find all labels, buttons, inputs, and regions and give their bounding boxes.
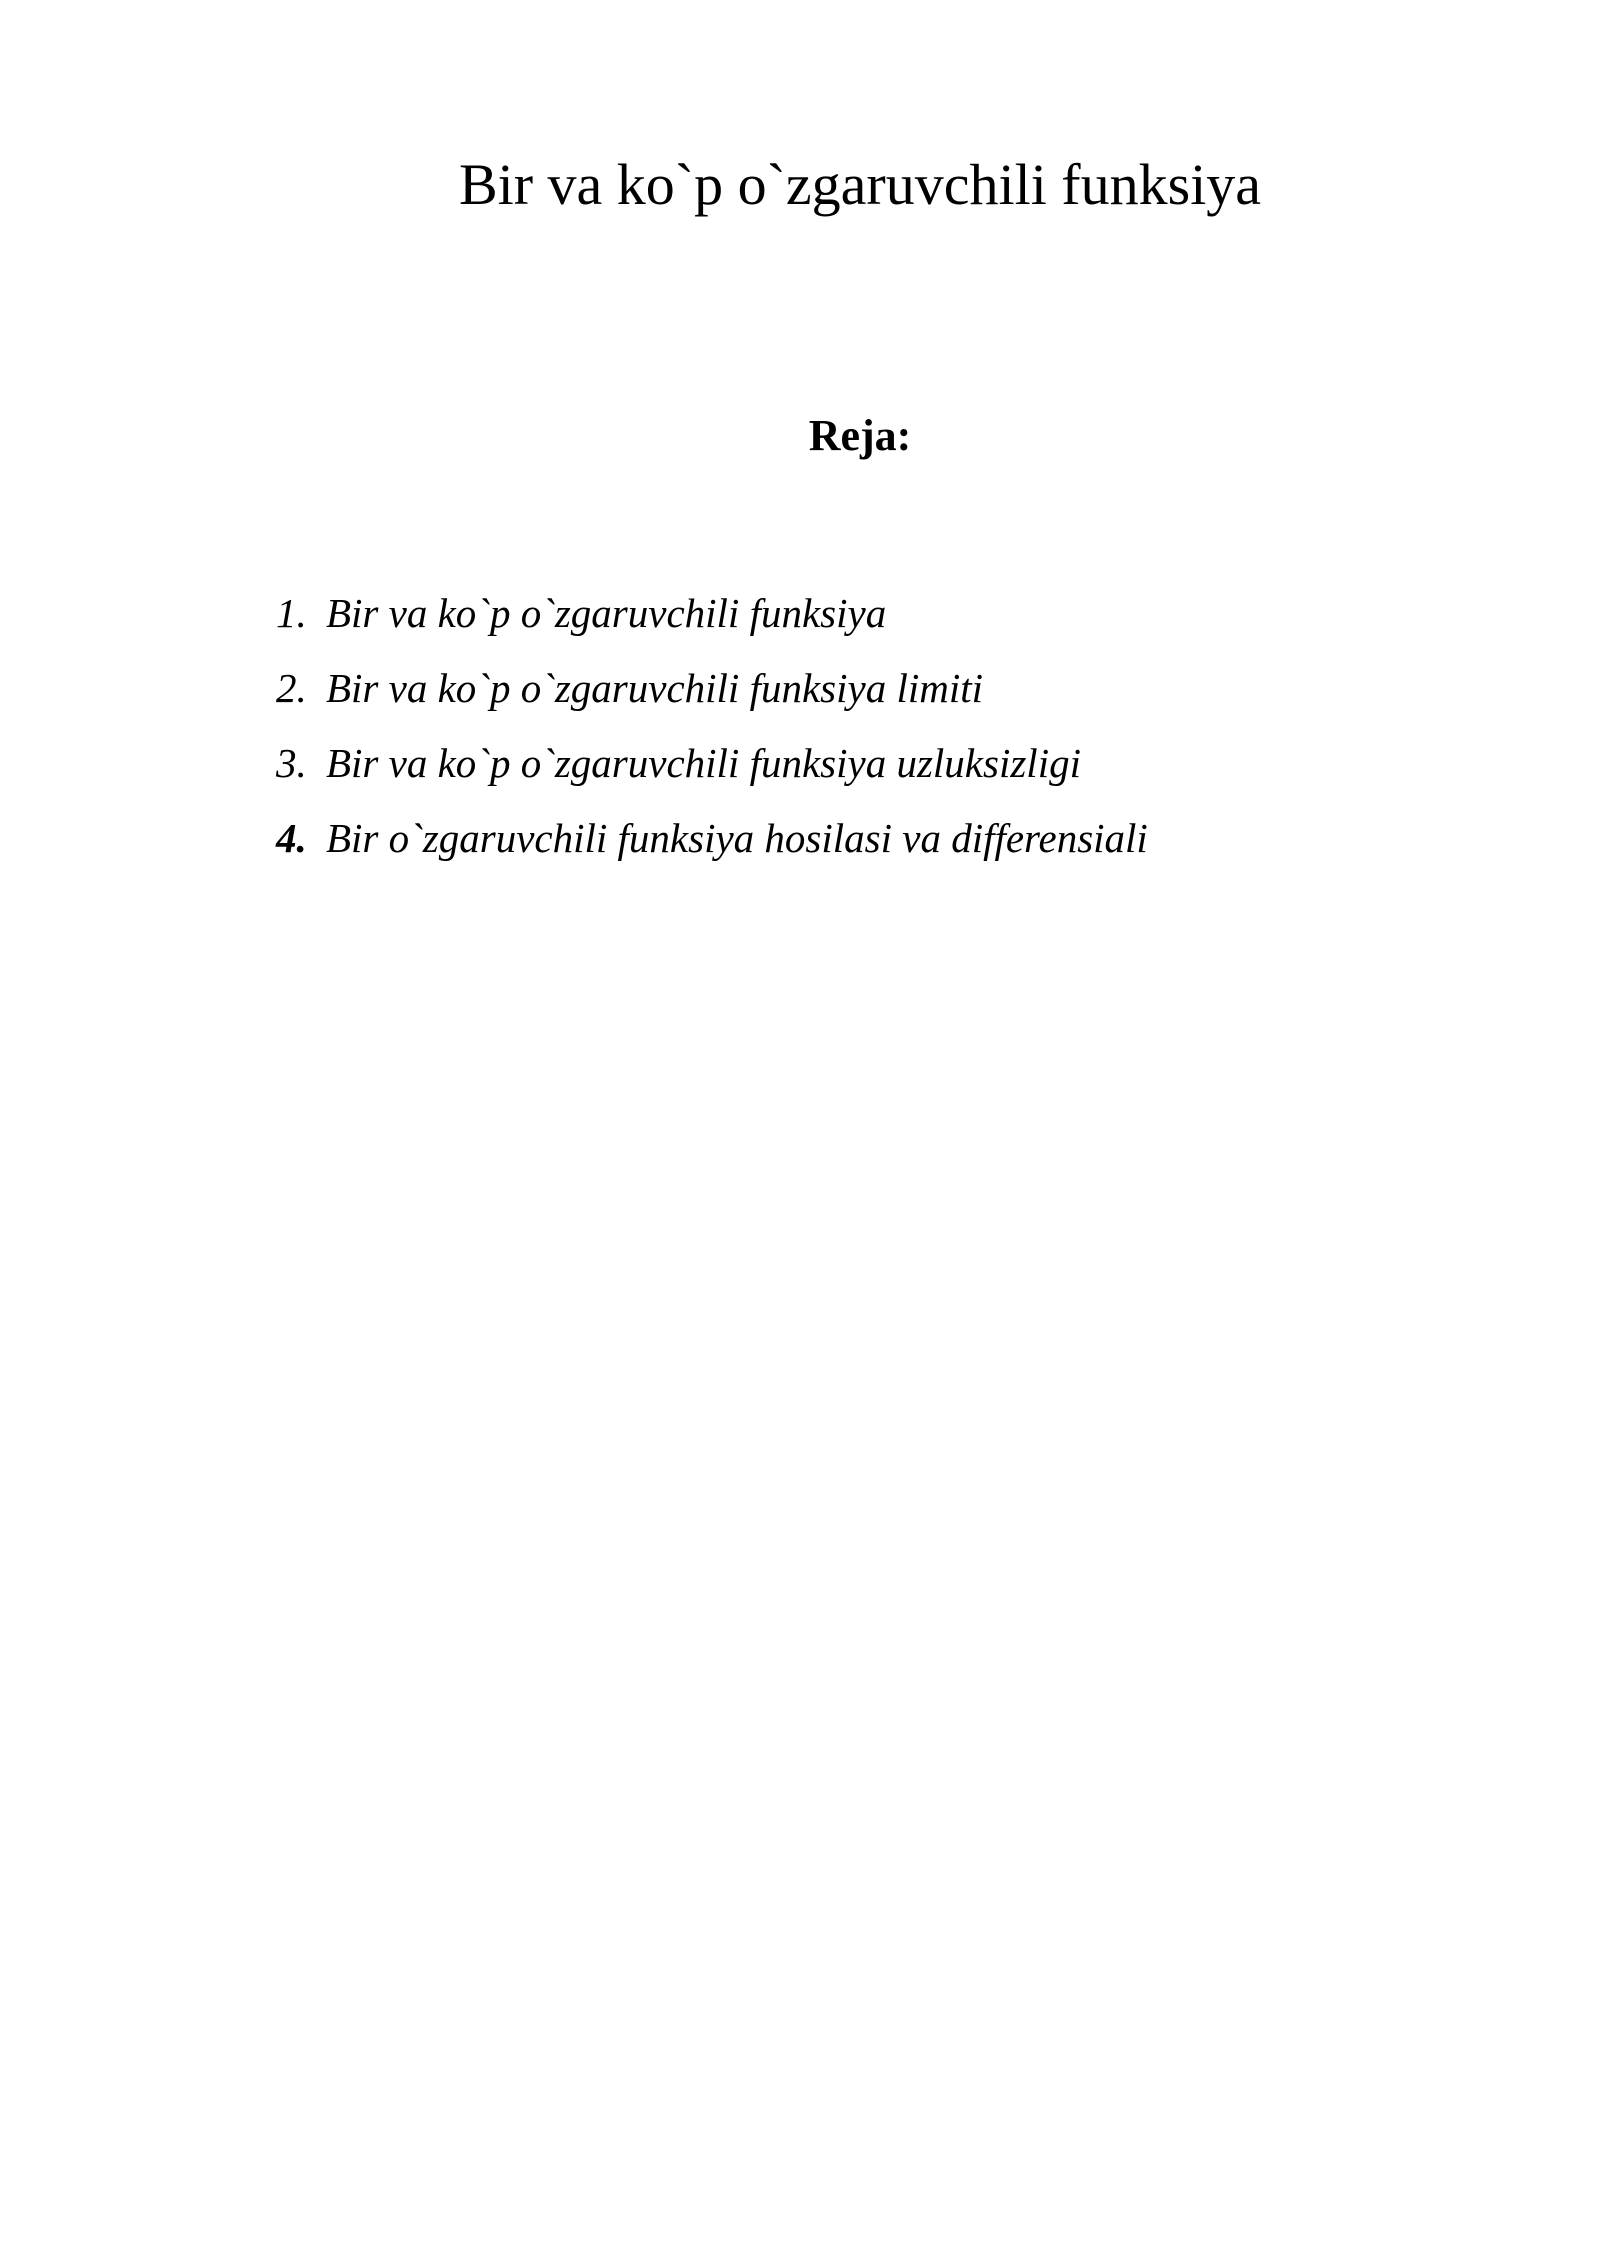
plan-item-number: 3.	[276, 740, 307, 786]
plan-item	[276, 585, 1148, 660]
plan-item	[276, 735, 1148, 810]
plan-item-text: Bir va ko`p o`zgaruvchili funksiya uzluksizligi	[326, 740, 1081, 786]
plan-item-number: 2.	[276, 665, 307, 711]
plan-item	[276, 810, 1148, 885]
plan-heading: Reja:	[808, 411, 912, 460]
plan-item-text: Bir va ko`p o`zgaruvchili funksiya limiti	[326, 665, 984, 711]
plan-item-text: Bir o`zgaruvchili funksiya hosilasi va differensiali	[326, 815, 1148, 861]
plan-item-number: 1.	[276, 590, 307, 636]
plan-item-number: 4.	[276, 815, 307, 861]
document-title: Bir va ko`p o`zgaruvchili funksiya	[458, 152, 1262, 217]
plan-item	[276, 660, 1148, 735]
plan-list	[276, 585, 1148, 885]
plan-item-text: Bir va ko`p o`zgaruvchili funksiya	[326, 590, 887, 636]
